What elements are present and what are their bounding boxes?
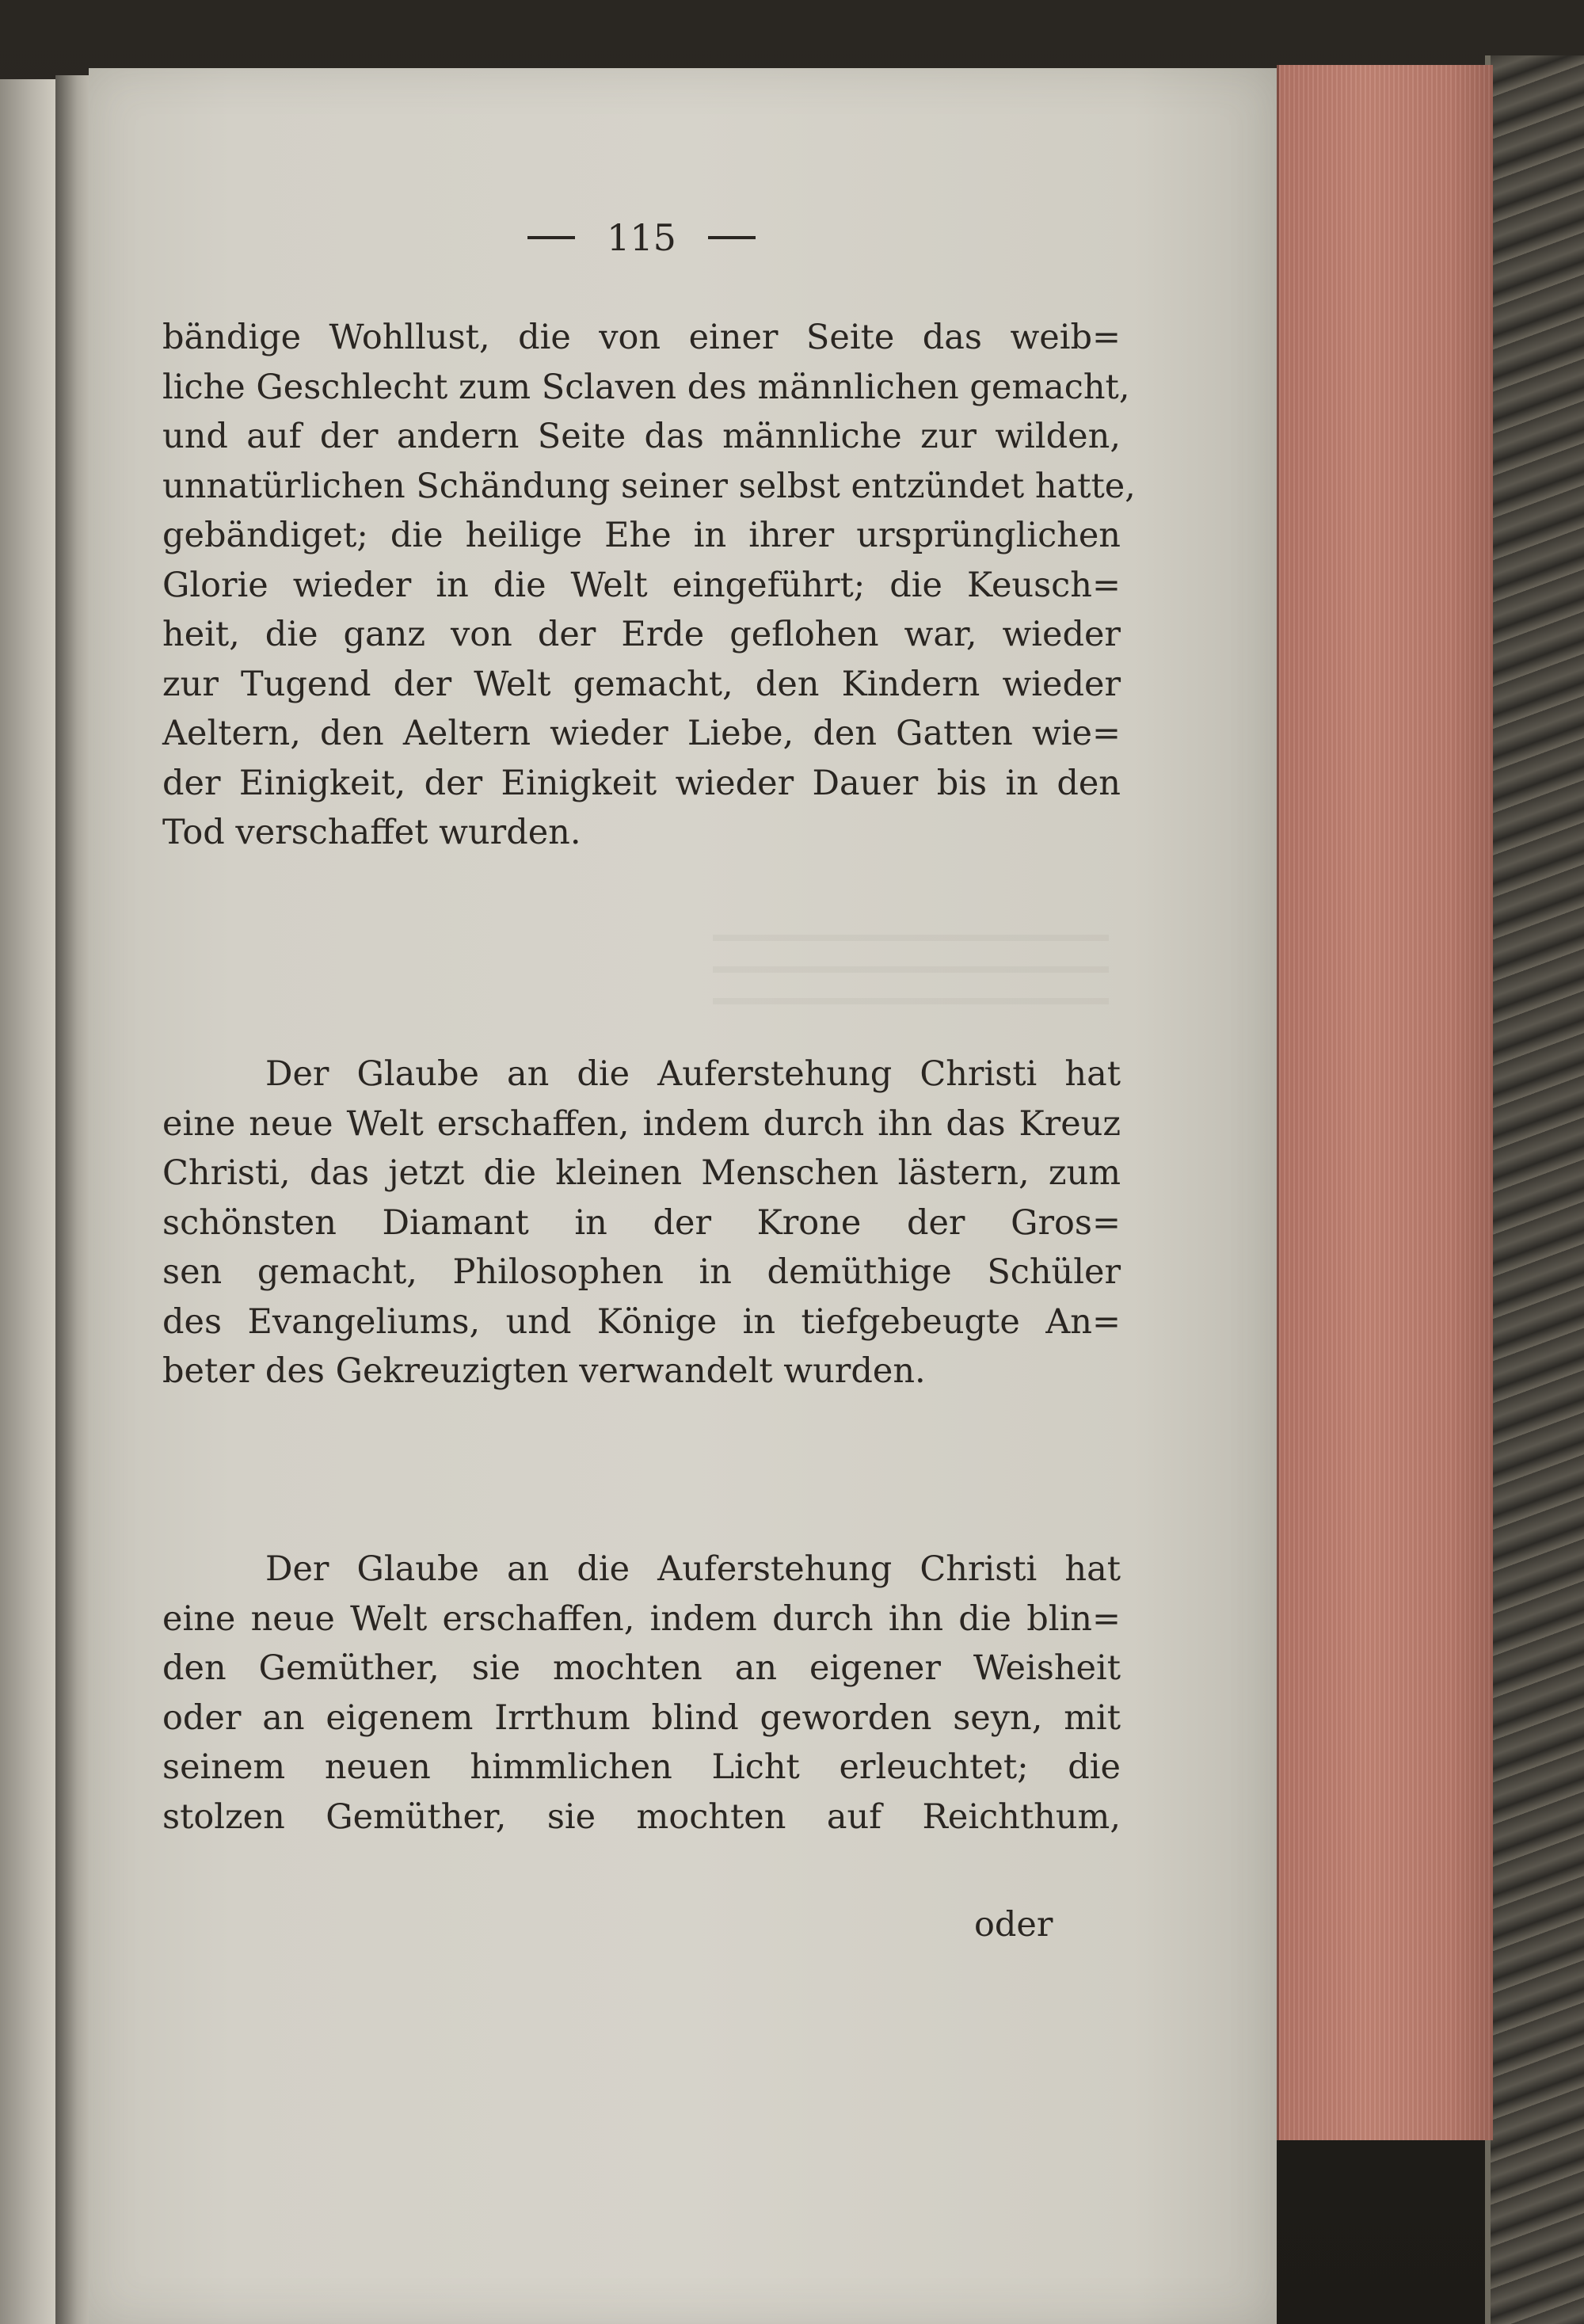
text-line: beter des Gekreuzigten verwandelt wurden.: [162, 1351, 926, 1391]
text-line: schönsten Diamant in der Krone der Gros=: [162, 1202, 1121, 1243]
text-line: zur Tugend der Welt gemacht, den Kindern wieder: [162, 664, 1121, 704]
page-number: 115: [607, 216, 676, 259]
facing-page-edge: [0, 79, 57, 2324]
text-line: und auf der andern Seite das männliche zur wilden,: [162, 417, 1121, 456]
text-line: gebändiget; die heilige Ehe in ihrer ursprünglichen: [162, 516, 1121, 555]
show-through: [713, 935, 1109, 1030]
text-line: seinem neuen himmlichen Licht erleuchtet; die: [162, 1747, 1121, 1787]
paragraph-2: [162, 1050, 1121, 1396]
text-line: eine neue Welt erschaffen, indem durch ihn das Kreuz: [162, 1103, 1121, 1144]
marbled-cover: [1491, 55, 1584, 2324]
text-line: oder an eigenem Irrthum blind geworden seyn, mit: [162, 1697, 1121, 1738]
text-line: der Einigkeit, der Einigkeit wieder Dauer bis in den: [162, 763, 1121, 803]
text-line: Der Glaube an die Auferstehung Christi hat: [265, 1054, 1121, 1094]
text-line: Christi, das jetzt die kleinen Menschen lästern, zum: [162, 1153, 1121, 1193]
text-line: Tod verschaffet wurden.: [162, 813, 581, 852]
catchword: oder: [974, 1905, 1053, 1945]
paragraph-1: [162, 313, 1136, 858]
header-dash-right: [708, 236, 756, 239]
text-line: Der Glaube an die Auferstehung Christi hat: [265, 1549, 1121, 1589]
text-line: Glorie wieder in die Welt eingeführt; die Keusch=: [162, 565, 1121, 605]
text-line: sen gemacht, Philosophen in demüthige Schüler: [162, 1252, 1121, 1292]
paragraph-3: [162, 1545, 1121, 1842]
text-line: den Gemüther, sie mochten an eigener Weisheit: [162, 1648, 1121, 1688]
text-line: unnatürlichen Schändung seiner selbst entzündet hatte,: [162, 466, 1136, 506]
header-dash-left: [527, 236, 575, 239]
text-line: des Evangeliums, und Könige in tiefgebeugte An=: [162, 1301, 1121, 1342]
text-line: bändige Wohllust, die von einer Seite das weib=: [162, 318, 1121, 357]
text-line: heit, die ganz von der Erde geflohen war, wieder: [162, 615, 1121, 654]
page-edges: [1277, 65, 1493, 2140]
text-line: eine neue Welt erschaffen, indem durch ihn die blin=: [162, 1598, 1121, 1639]
text-line: stolzen Gemüther, sie mochten auf Reichthum,: [162, 1796, 1121, 1837]
text-line: liche Geschlecht zum Sclaven des männlichen gemacht,: [162, 367, 1130, 407]
text-line: Aeltern, den Aeltern wieder Liebe, den Gatten wie=: [162, 714, 1121, 753]
page-header: [491, 214, 792, 261]
